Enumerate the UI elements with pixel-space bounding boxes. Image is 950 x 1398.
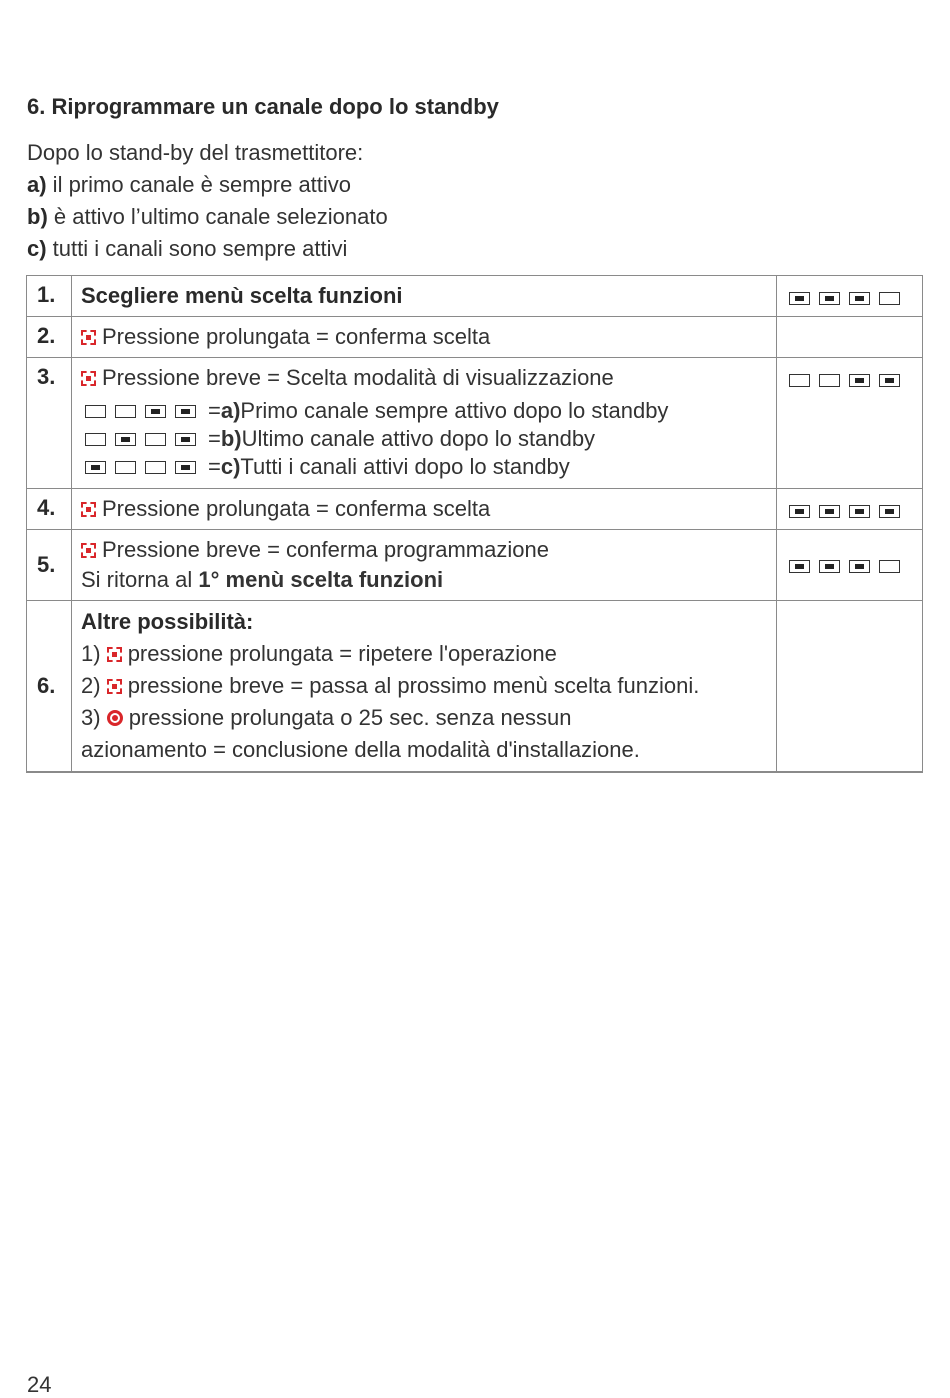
- alt-prefix: 3): [81, 705, 107, 730]
- alt-text: pressione prolungata = ripetere l'operazione: [127, 641, 557, 666]
- step-line2: Si ritorna al: [81, 567, 199, 592]
- led-off-icon: [145, 433, 166, 446]
- intro-option-a: [27, 169, 388, 201]
- option-label: b): [220, 426, 242, 451]
- step-number: 4.: [27, 489, 72, 530]
- intro-line: Dopo lo stand-by del trasmettitore:: [27, 140, 364, 165]
- option-text: Tutti i canali attivi dopo lo standby: [240, 454, 570, 479]
- option-label: a): [27, 172, 47, 197]
- alt-text: pressione breve = passa al prossimo menù scelta funzioni.: [127, 673, 700, 698]
- step-content: [72, 489, 777, 530]
- step-text: Pressione prolungata = conferma scelta: [102, 496, 491, 521]
- intro: [27, 137, 388, 265]
- dashed-button-icon: [107, 679, 122, 694]
- step-text: Pressione breve = Scelta modalità di visualizzazione: [102, 365, 614, 390]
- led-on-icon: [879, 374, 900, 387]
- option-eq: =: [208, 398, 221, 423]
- alt-prefix: 2): [81, 673, 107, 698]
- step-number: 2.: [27, 317, 72, 358]
- led-on-icon: [175, 461, 196, 474]
- dashed-button-icon: [81, 330, 96, 345]
- dashed-button-icon: [81, 543, 96, 558]
- option-label: a): [220, 398, 241, 423]
- page-number: 24: [27, 1372, 52, 1397]
- table-row: [27, 601, 923, 773]
- step-line2-bold: 1° menù scelta funzioni: [198, 567, 444, 592]
- option-text: Primo canale sempre attivo dopo lo standby: [240, 398, 669, 423]
- step-text: Pressione prolungata = conferma scelta: [102, 324, 491, 349]
- led-on-icon: [85, 461, 106, 474]
- led-on-icon: [789, 505, 810, 518]
- led-group: [789, 292, 900, 305]
- round-button-icon: [107, 710, 123, 726]
- option-label: c): [27, 236, 47, 261]
- led-group: [789, 374, 900, 387]
- led-off-icon: [819, 374, 840, 387]
- table-row: [27, 530, 923, 601]
- step-content: [72, 317, 777, 358]
- alt-item-3: [81, 702, 768, 734]
- option-text: Ultimo canale attivo dopo lo standby: [241, 426, 596, 451]
- led-on-icon: [879, 505, 900, 518]
- led-on-icon: [849, 292, 870, 305]
- alt-prefix: 1): [81, 641, 107, 666]
- intro-option-c: [27, 233, 388, 265]
- table-row: [27, 317, 923, 358]
- option-label: b): [27, 204, 48, 229]
- led-on-icon: [115, 433, 136, 446]
- option-text: tutti i canali sono sempre attivi: [46, 236, 348, 261]
- step-text: Scegliere menù scelta funzioni: [72, 276, 777, 317]
- display-indicator: [777, 358, 923, 489]
- option-label: c): [220, 454, 241, 479]
- led-on-icon: [145, 405, 166, 418]
- alt-item-2: [81, 670, 768, 702]
- step-heading: Altre possibilità:: [81, 609, 254, 634]
- led-off-icon: [789, 374, 810, 387]
- dashed-button-icon: [81, 502, 96, 517]
- mode-option-b: [81, 425, 768, 453]
- led-on-icon: [789, 292, 810, 305]
- option-eq: =: [208, 426, 221, 451]
- led-group: [789, 505, 900, 518]
- led-on-icon: [175, 405, 196, 418]
- led-off-icon: [85, 433, 106, 446]
- step-content: [72, 358, 777, 489]
- step-number: 3.: [27, 358, 72, 489]
- step-text: Pressione breve = conferma programmazione: [102, 537, 549, 562]
- alt-text: pressione prolungata o 25 sec. senza nessun: [128, 705, 572, 730]
- display-indicator: [777, 276, 923, 317]
- led-on-icon: [789, 560, 810, 573]
- led-off-icon: [879, 292, 900, 305]
- table-row: [27, 358, 923, 489]
- display-indicator: [777, 530, 923, 601]
- step-content: [72, 601, 777, 773]
- step-content: [72, 530, 777, 601]
- page-title: 6. Riprogrammare un canale dopo lo standby: [27, 94, 499, 119]
- dashed-button-icon: [81, 371, 96, 386]
- alt-item-1: [81, 638, 768, 670]
- led-group: [85, 433, 196, 446]
- led-on-icon: [849, 560, 870, 573]
- led-group: [789, 560, 900, 573]
- led-group: [85, 405, 196, 418]
- option-text: il primo canale è sempre attivo: [46, 172, 352, 197]
- led-off-icon: [115, 461, 136, 474]
- led-on-icon: [819, 505, 840, 518]
- led-group: [85, 461, 196, 474]
- steps-table: [26, 275, 923, 773]
- option-text: è attivo l’ultimo canale selezionato: [47, 204, 388, 229]
- step-number: 5.: [27, 530, 72, 601]
- display-indicator: [777, 489, 923, 530]
- led-off-icon: [145, 461, 166, 474]
- dashed-button-icon: [107, 647, 122, 662]
- mode-option-c: [81, 453, 768, 481]
- display-indicator: [777, 601, 923, 773]
- table-row: [27, 489, 923, 530]
- led-on-icon: [849, 374, 870, 387]
- led-on-icon: [819, 292, 840, 305]
- option-eq: =: [208, 454, 221, 479]
- step-number: 1.: [27, 276, 72, 317]
- alt-continuation: azionamento = conclusione della modalità d'installazione.: [81, 737, 640, 762]
- led-off-icon: [879, 560, 900, 573]
- mode-option-a: [81, 397, 768, 425]
- table-row: [27, 276, 923, 317]
- step-number: 6.: [27, 601, 72, 773]
- led-off-icon: [85, 405, 106, 418]
- led-on-icon: [175, 433, 196, 446]
- led-on-icon: [849, 505, 870, 518]
- led-off-icon: [115, 405, 136, 418]
- intro-option-b: [27, 201, 388, 233]
- led-on-icon: [819, 560, 840, 573]
- display-indicator: [777, 317, 923, 358]
